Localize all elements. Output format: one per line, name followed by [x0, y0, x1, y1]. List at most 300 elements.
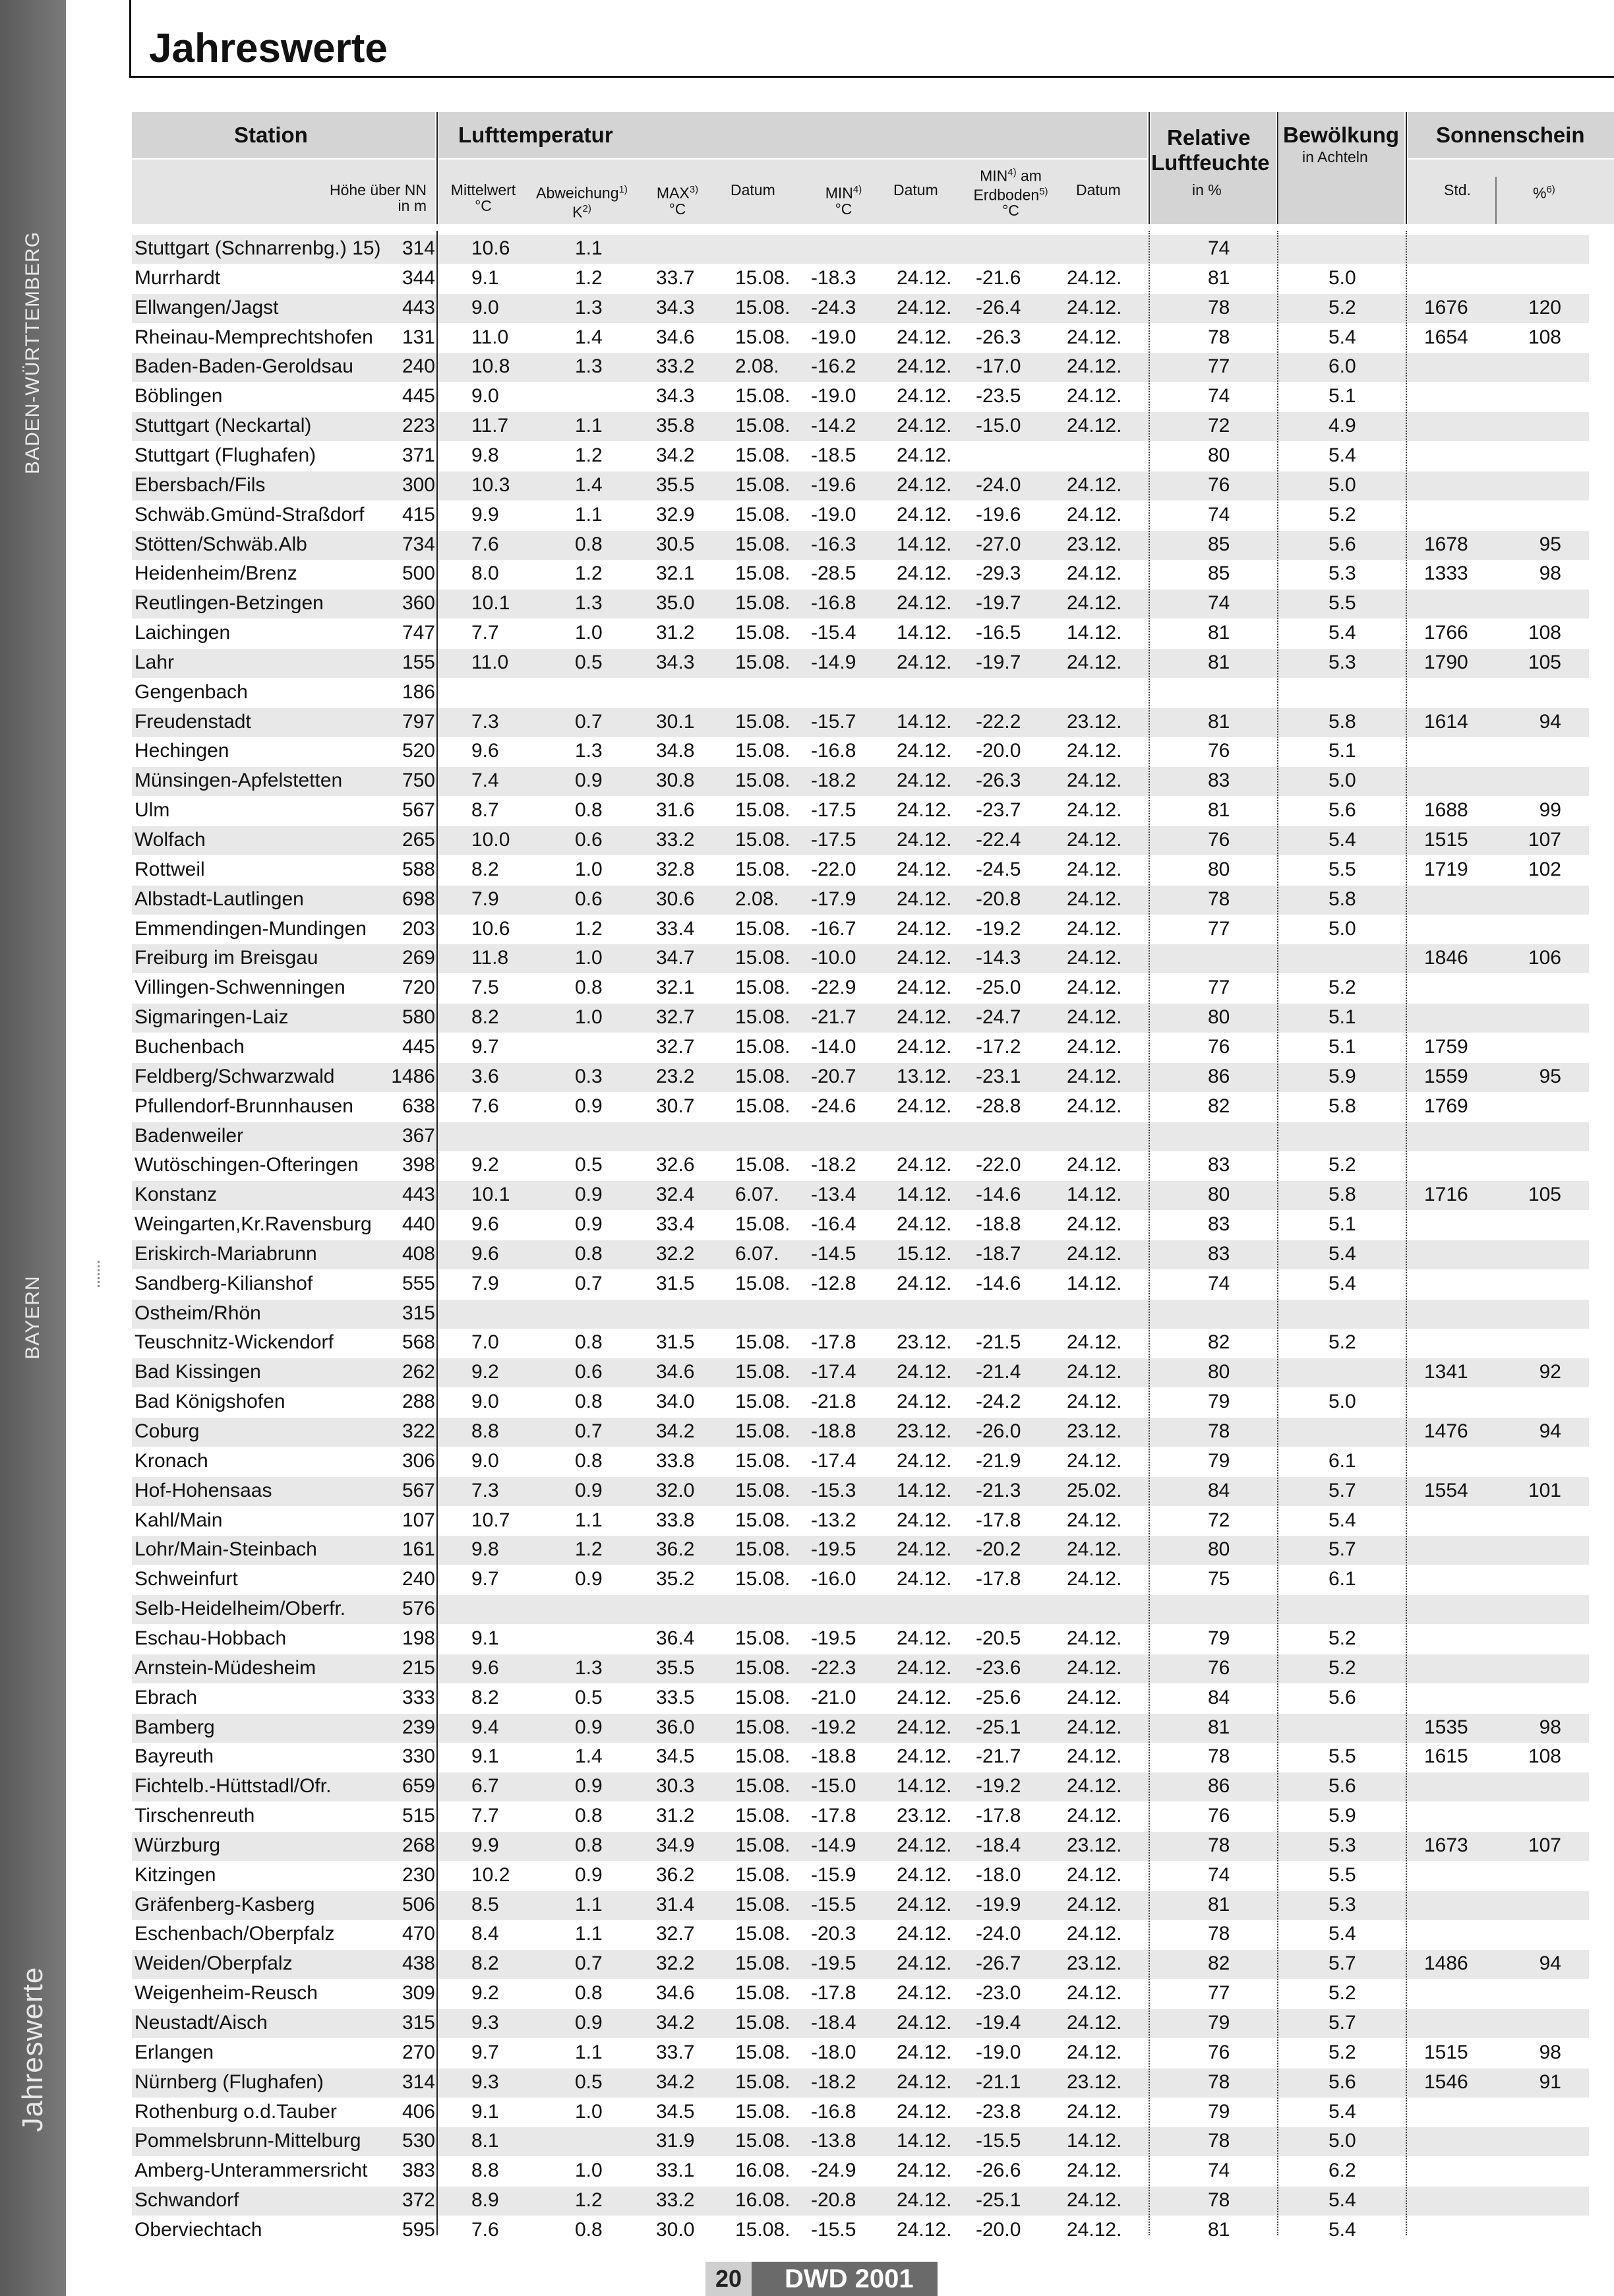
cell-mittelwert: 9.9 [471, 503, 499, 526]
cell-abweichung: 0.9 [575, 1775, 603, 1798]
table-row [132, 886, 1589, 915]
cell-datum-erdboden: 24.12. [1067, 2218, 1122, 2241]
cell-datum-min: 24.12. [897, 947, 952, 969]
cell-min: -17.5 [811, 829, 856, 851]
cell-station: Stuttgart (Flughafen) [134, 444, 316, 466]
cell-abweichung: 0.6 [575, 888, 603, 910]
cell-datum-max: 15.08. [735, 2218, 791, 2241]
cell-mittelwert: 8.2 [471, 858, 499, 880]
cell-mittelwert: 8.8 [471, 1420, 499, 1442]
table-row [132, 264, 1589, 293]
cell-min: -19.2 [811, 1716, 856, 1738]
cell-min: -16.8 [811, 2100, 856, 2123]
section-label: Jahreswerte [16, 1966, 49, 2132]
cell-max: 34.5 [656, 1745, 695, 1768]
cell-datum-max: 15.08. [735, 710, 791, 733]
cell-bewoelkung: 4.9 [1329, 415, 1356, 437]
cell-hoehe: 406 [402, 2100, 435, 2123]
cell-luftfeuchte: 74 [1208, 237, 1230, 259]
cell-max: 31.9 [656, 2130, 695, 2152]
cell-max: 33.2 [656, 2189, 695, 2212]
cell-abweichung: 1.3 [575, 1656, 603, 1679]
cell-min: -19.5 [811, 1952, 856, 1975]
cell-datum-erdboden: 25.02. [1067, 1479, 1122, 1501]
cell-min-erdboden: -17.2 [976, 1035, 1021, 1058]
table-row [132, 2098, 1589, 2127]
cell-bewoelkung: 5.7 [1329, 2012, 1356, 2034]
cell-max: 35.8 [656, 415, 695, 437]
cell-hoehe: 638 [402, 1095, 435, 1117]
cell-datum-max: 15.08. [735, 2041, 791, 2063]
cell-luftfeuchte: 80 [1208, 1006, 1230, 1029]
cell-datum-min: 24.12. [897, 2189, 952, 2212]
cell-min-erdboden: -21.3 [976, 1479, 1021, 1501]
cell-mittelwert: 9.2 [471, 1982, 499, 2005]
cell-luftfeuchte: 81 [1208, 2218, 1230, 2241]
cell-hoehe: 567 [402, 799, 435, 822]
cell-datum-erdboden: 14.12. [1067, 1184, 1122, 1206]
cell-station: Reutlingen-Betzingen [134, 592, 324, 615]
cell-luftfeuchte: 81 [1208, 710, 1230, 733]
cell-min-erdboden: -26.3 [976, 770, 1021, 792]
cell-sonne-prozent: 99 [1539, 799, 1561, 822]
cell-datum-max: 15.08. [735, 1893, 791, 1916]
cell-datum-max: 15.08. [735, 503, 791, 526]
cell-abweichung: 0.8 [575, 1331, 603, 1354]
cell-datum-max: 15.08. [735, 415, 791, 437]
cell-station: Erlangen [134, 2041, 214, 2063]
cell-hoehe: 408 [402, 1242, 435, 1265]
cell-bewoelkung: 5.8 [1329, 1184, 1356, 1206]
cell-datum-min: 24.12. [897, 1834, 952, 1856]
cell-hoehe: 398 [402, 1154, 435, 1176]
cell-datum-max: 15.08. [735, 1361, 791, 1383]
cell-hoehe: 306 [402, 1449, 435, 1472]
cell-datum-max: 15.08. [735, 1716, 791, 1738]
cell-mittelwert: 7.6 [471, 2218, 499, 2241]
cell-datum-max: 15.08. [735, 1065, 791, 1087]
cell-datum-max: 15.08. [735, 385, 791, 408]
cell-datum-max: 15.08. [735, 1745, 791, 1768]
cell-hoehe: 314 [402, 237, 435, 259]
cell-datum-min: 24.12. [897, 1154, 952, 1176]
cell-abweichung: 1.3 [575, 592, 603, 615]
cell-luftfeuchte: 74 [1208, 2160, 1230, 2182]
cell-station: Pommelsbrunn-Mittelburg [134, 2130, 361, 2152]
cell-hoehe: 470 [402, 1923, 435, 1945]
column-divider-hoehe [436, 231, 438, 2235]
cell-datum-min: 24.12. [897, 503, 952, 526]
table-row [132, 1358, 1589, 1387]
cell-bewoelkung: 6.1 [1329, 1449, 1356, 1472]
cell-station: Ebrach [134, 1686, 198, 1708]
cell-hoehe: 415 [402, 503, 435, 526]
cell-luftfeuchte: 78 [1208, 1420, 1230, 1442]
cell-max: 31.2 [656, 1805, 695, 1827]
cell-sonne-std: 1688 [1424, 799, 1468, 822]
cell-bewoelkung: 5.4 [1329, 326, 1356, 348]
region-divider [98, 1261, 100, 1287]
cell-min: -15.0 [811, 1775, 856, 1798]
cell-min: -24.3 [811, 296, 856, 318]
cell-station: Lohr/Main-Steinbach [134, 1538, 317, 1561]
cell-max: 36.4 [656, 1627, 695, 1649]
cell-min: -19.5 [811, 1627, 856, 1649]
cell-max: 32.9 [656, 503, 695, 526]
cell-mittelwert: 7.7 [471, 622, 499, 644]
cell-datum-erdboden: 14.12. [1067, 2130, 1122, 2152]
cell-min: -15.4 [811, 622, 856, 644]
cell-abweichung: 0.5 [575, 651, 603, 673]
cell-luftfeuchte: 78 [1208, 326, 1230, 348]
cell-station: Laichingen [134, 622, 231, 644]
cell-min: -21.8 [811, 1391, 856, 1413]
cell-station: Konstanz [134, 1184, 218, 1206]
cell-min-erdboden: -14.6 [976, 1184, 1021, 1206]
cell-mittelwert: 10.1 [471, 1184, 510, 1206]
footnote-3: 3) [689, 184, 699, 195]
cell-datum-erdboden: 24.12. [1067, 415, 1122, 437]
cell-datum-min: 24.12. [897, 2070, 952, 2093]
cell-luftfeuchte: 77 [1208, 1982, 1230, 2005]
cell-datum-min: 24.12. [897, 1391, 952, 1413]
cell-mittelwert: 8.0 [471, 562, 499, 585]
cell-sonne-prozent: 101 [1528, 1479, 1561, 1501]
cell-datum-max: 15.08. [735, 1272, 791, 1294]
cell-min-erdboden: -28.8 [976, 1095, 1021, 1117]
cell-datum-erdboden: 24.12. [1067, 829, 1122, 851]
table-row [132, 294, 1589, 323]
cell-min-erdboden: -29.3 [976, 562, 1021, 585]
cell-datum-min: 24.12. [897, 1627, 952, 1649]
cell-min: -28.5 [811, 562, 856, 585]
cell-sonne-prozent: 120 [1528, 296, 1561, 318]
header-min-erdboden [968, 165, 1054, 218]
cell-datum-min: 14.12. [897, 1184, 952, 1206]
cell-mittelwert: 9.9 [471, 1834, 499, 1856]
cell-datum-erdboden: 24.12. [1067, 1035, 1122, 1058]
cell-min-erdboden: -24.0 [976, 1923, 1021, 1945]
cell-datum-min: 24.12. [897, 829, 952, 851]
cell-datum-erdboden: 24.12. [1067, 1391, 1122, 1413]
cell-bewoelkung: 5.4 [1329, 444, 1356, 466]
table-row [132, 1536, 1589, 1565]
cell-min: -14.5 [811, 1242, 856, 1265]
table-row [132, 1063, 1589, 1092]
table-row [132, 1950, 1589, 1979]
cell-luftfeuchte: 85 [1208, 533, 1230, 555]
cell-station: Stötten/Schwäb.Alb [134, 533, 307, 555]
cell-min-erdboden: -23.7 [976, 799, 1021, 822]
cell-station: Freudenstadt [134, 710, 251, 733]
cell-datum-erdboden: 24.12. [1067, 266, 1122, 289]
cell-datum-erdboden: 24.12. [1067, 2012, 1122, 2034]
cell-min-erdboden: -19.4 [976, 2012, 1021, 2034]
cell-station: Ebersbach/Fils [134, 473, 266, 496]
cell-min: -13.2 [811, 1509, 856, 1531]
cell-station: Ellwangen/Jagst [134, 296, 279, 318]
header-abweichung [531, 182, 633, 220]
cell-mittelwert: 7.6 [471, 533, 499, 555]
cell-max: 32.1 [656, 562, 695, 585]
cell-datum-min: 24.12. [897, 2218, 952, 2241]
cell-abweichung: 1.2 [575, 917, 603, 940]
cell-min: -14.0 [811, 1035, 856, 1058]
cell-max: 31.4 [656, 1893, 695, 1916]
cell-mittelwert: 7.9 [471, 888, 499, 910]
table-row [132, 1684, 1589, 1713]
cell-luftfeuchte: 83 [1208, 770, 1230, 792]
cell-bewoelkung: 5.6 [1329, 533, 1356, 555]
cell-hoehe: 797 [402, 710, 435, 733]
cell-abweichung: 0.9 [575, 770, 603, 792]
table-row [132, 1300, 1589, 1329]
cell-datum-max: 15.08. [735, 2130, 791, 2152]
cell-datum-erdboden: 14.12. [1067, 1272, 1122, 1294]
cell-datum-erdboden: 24.12. [1067, 1331, 1122, 1354]
cell-sonne-std: 1476 [1424, 1420, 1468, 1442]
table-row [132, 1654, 1589, 1683]
region-label-baden-wuerttemberg: BADEN-WÜRTTEMBERG [22, 231, 44, 475]
cell-min: -20.8 [811, 2189, 856, 2212]
cell-mittelwert: 9.8 [471, 444, 499, 466]
cell-max: 36.0 [656, 1716, 695, 1738]
cell-station: Weingarten,Kr.Ravensburg [134, 1213, 372, 1236]
cell-max: 32.6 [656, 1154, 695, 1176]
table-row [132, 649, 1589, 678]
cell-bewoelkung: 5.5 [1329, 858, 1356, 880]
cell-sonne-std: 1846 [1424, 947, 1468, 969]
cell-sonne-prozent: 92 [1539, 1361, 1561, 1383]
cell-min: -15.5 [811, 2218, 856, 2241]
cell-datum-erdboden: 23.12. [1067, 1834, 1122, 1856]
cell-hoehe: 588 [402, 858, 435, 880]
cell-min: -19.0 [811, 326, 856, 348]
cell-max: 33.4 [656, 1213, 695, 1236]
cell-station: Murrhardt [134, 266, 221, 289]
cell-datum-min: 24.12. [897, 1035, 952, 1058]
cell-hoehe: 330 [402, 1745, 435, 1768]
cell-bewoelkung: 5.2 [1329, 1154, 1356, 1176]
table-row [132, 944, 1589, 973]
table-row [132, 856, 1589, 885]
cell-datum-max: 15.08. [735, 2012, 791, 2034]
cell-luftfeuchte: 76 [1208, 1805, 1230, 1827]
cell-sonne-std: 1790 [1424, 651, 1468, 673]
cell-station: Villingen-Schwenningen [134, 977, 345, 999]
cell-mittelwert: 3.6 [471, 1065, 499, 1087]
cell-min: -16.0 [811, 1568, 856, 1590]
header-max-line1: MAX [656, 184, 690, 202]
cell-datum-min: 24.12. [897, 1272, 952, 1294]
cell-datum-min: 14.12. [897, 710, 952, 733]
cell-mittelwert: 10.7 [471, 1509, 510, 1531]
cell-datum-max: 15.08. [735, 1006, 791, 1029]
cell-datum-min: 24.12. [897, 1893, 952, 1916]
cell-min: -17.5 [811, 799, 856, 822]
cell-hoehe: 230 [402, 1863, 435, 1886]
table-row [132, 708, 1589, 737]
cell-min-erdboden: -15.5 [976, 2130, 1021, 2152]
cell-datum-erdboden: 24.12. [1067, 1538, 1122, 1561]
cell-abweichung: 0.5 [575, 1154, 603, 1176]
cell-station: Coburg [134, 1420, 200, 1442]
cell-datum-erdboden: 24.12. [1067, 385, 1122, 408]
cell-max: 34.9 [656, 1834, 695, 1856]
cell-hoehe: 515 [402, 1805, 435, 1827]
cell-abweichung: 1.3 [575, 296, 603, 318]
cell-datum-max: 15.08. [735, 2100, 791, 2123]
cell-min: -18.2 [811, 2070, 856, 2093]
cell-datum-max: 15.08. [735, 326, 791, 348]
table-row [132, 2216, 1589, 2245]
cell-hoehe: 203 [402, 917, 435, 940]
cell-datum-min: 24.12. [897, 1686, 952, 1708]
cell-mittelwert: 9.6 [471, 1656, 499, 1679]
cell-min: -18.8 [811, 1745, 856, 1768]
header-abweichung-line1: Abweichung [536, 184, 619, 202]
cell-min-erdboden: -26.0 [976, 1420, 1021, 1442]
footnote-4: 4) [852, 184, 862, 195]
header-datum-erdboden: Datum [1076, 181, 1121, 198]
cell-datum-erdboden: 24.12. [1067, 1006, 1122, 1029]
cell-bewoelkung: 5.4 [1329, 2218, 1356, 2241]
cell-station: Wutöschingen-Ofteringen [134, 1154, 359, 1176]
cell-datum-max: 2.08. [735, 888, 779, 910]
cell-bewoelkung: 5.3 [1329, 1893, 1356, 1916]
cell-abweichung: 0.6 [575, 829, 603, 851]
cell-abweichung: 1.2 [575, 562, 603, 585]
cell-max: 33.1 [656, 2160, 695, 2182]
cell-abweichung: 1.4 [575, 1745, 603, 1768]
cell-abweichung: 0.9 [575, 1184, 603, 1206]
cell-hoehe: 215 [402, 1656, 435, 1679]
cell-datum-max: 15.08. [735, 1686, 791, 1708]
cell-abweichung: 0.7 [575, 1952, 603, 1975]
cell-luftfeuchte: 79 [1208, 1627, 1230, 1649]
cell-station: Arnstein-Müdesheim [134, 1656, 316, 1679]
cell-datum-erdboden: 24.12. [1067, 1863, 1122, 1886]
cell-mittelwert: 10.3 [471, 473, 510, 496]
cell-min: -16.8 [811, 592, 856, 615]
cell-station: Feldberg/Schwarzwald [134, 1065, 335, 1087]
cell-station: Sigmaringen-Laiz [134, 1006, 289, 1029]
cell-luftfeuchte: 74 [1208, 592, 1230, 615]
cell-datum-min: 24.12. [897, 2100, 952, 2123]
cell-min-erdboden: -23.5 [976, 385, 1021, 408]
cell-station: Buchenbach [134, 1035, 245, 1058]
cell-min-erdboden: -23.1 [976, 1065, 1021, 1087]
cell-sonne-prozent: 91 [1539, 2070, 1561, 2093]
cell-max: 30.3 [656, 1775, 695, 1798]
cell-sonne-std: 1678 [1424, 533, 1468, 555]
cell-datum-max: 15.08. [735, 1538, 791, 1561]
cell-datum-min: 24.12. [897, 1982, 952, 2005]
cell-abweichung: 1.0 [575, 858, 603, 880]
cell-luftfeuchte: 75 [1208, 1568, 1230, 1590]
cell-min-erdboden: -20.0 [976, 2218, 1021, 2241]
cell-mittelwert: 7.6 [471, 1095, 499, 1117]
cell-datum-min: 23.12. [897, 1420, 952, 1442]
cell-mittelwert: 8.9 [471, 2189, 499, 2212]
table-row [132, 560, 1589, 589]
cell-max: 34.6 [656, 326, 695, 348]
cell-min-erdboden: -24.2 [976, 1391, 1021, 1413]
header-std: Std. [1444, 181, 1471, 198]
cell-datum-max: 15.08. [735, 1391, 791, 1413]
cell-mittelwert: 9.0 [471, 1391, 499, 1413]
cell-abweichung: 1.0 [575, 622, 603, 644]
cell-datum-max: 15.08. [735, 622, 791, 644]
cell-luftfeuchte: 79 [1208, 2012, 1230, 2034]
cell-mittelwert: 7.5 [471, 977, 499, 999]
cell-luftfeuchte: 86 [1208, 1775, 1230, 1798]
cell-datum-erdboden: 24.12. [1067, 1982, 1122, 2005]
cell-hoehe: 568 [402, 1331, 435, 1354]
cell-datum-min: 24.12. [897, 1863, 952, 1886]
cell-sonne-prozent: 95 [1539, 533, 1561, 555]
cell-min: -10.0 [811, 947, 856, 969]
table-row [132, 915, 1589, 944]
cell-sonne-std: 1559 [1424, 1065, 1468, 1087]
cell-sonne-prozent: 108 [1528, 1745, 1561, 1768]
cell-station: Wolfach [134, 829, 206, 851]
cell-bewoelkung: 5.6 [1329, 799, 1356, 822]
cell-datum-max: 15.08. [735, 1627, 791, 1649]
cell-sonne-prozent: 98 [1539, 562, 1561, 585]
cell-min: -15.3 [811, 1479, 856, 1501]
cell-abweichung: 1.2 [575, 2189, 603, 2212]
cell-luftfeuchte: 74 [1208, 1863, 1230, 1886]
footnote-1: 1) [618, 184, 628, 195]
cell-datum-erdboden: 14.12. [1067, 622, 1122, 644]
table-row [132, 1979, 1589, 2009]
cell-station: Sandberg-Kilianshof [134, 1272, 313, 1294]
cell-hoehe: 300 [402, 473, 435, 496]
cell-min: -17.8 [811, 1331, 856, 1354]
cell-luftfeuchte: 81 [1208, 1716, 1230, 1738]
header-divider [436, 112, 438, 224]
cell-min-erdboden: -17.8 [976, 1568, 1021, 1590]
cell-bewoelkung: 5.4 [1329, 2189, 1356, 2212]
header-datum-min: Datum [893, 181, 938, 198]
cell-luftfeuchte: 78 [1208, 2070, 1230, 2093]
cell-datum-erdboden: 24.12. [1067, 1065, 1122, 1087]
cell-station: Kitzingen [134, 1863, 216, 1886]
cell-datum-max: 15.08. [735, 2070, 791, 2093]
cell-hoehe: 372 [402, 2189, 435, 2212]
cell-luftfeuchte: 83 [1208, 1154, 1230, 1176]
cell-min: -13.8 [811, 2130, 856, 2152]
cell-min-erdboden: -27.0 [976, 533, 1021, 555]
cell-hoehe: 580 [402, 1006, 435, 1029]
cell-datum-erdboden: 24.12. [1067, 1775, 1122, 1798]
cell-abweichung: 0.8 [575, 2218, 603, 2241]
cell-sonne-std: 1676 [1424, 296, 1468, 318]
cell-station: Gengenbach [134, 680, 248, 703]
cell-abweichung: 1.2 [575, 444, 603, 466]
table-row [132, 2187, 1589, 2216]
table-row [132, 1743, 1589, 1772]
cell-min-erdboden: -23.6 [976, 1656, 1021, 1679]
header-relative: Relative [1167, 125, 1251, 150]
cell-bewoelkung: 5.0 [1329, 473, 1356, 496]
cell-bewoelkung: 5.9 [1329, 1805, 1356, 1827]
cell-min-erdboden: -18.4 [976, 1834, 1021, 1856]
cell-hoehe: 555 [402, 1272, 435, 1294]
cell-abweichung: 1.1 [575, 1509, 603, 1531]
table-row [132, 1181, 1589, 1210]
